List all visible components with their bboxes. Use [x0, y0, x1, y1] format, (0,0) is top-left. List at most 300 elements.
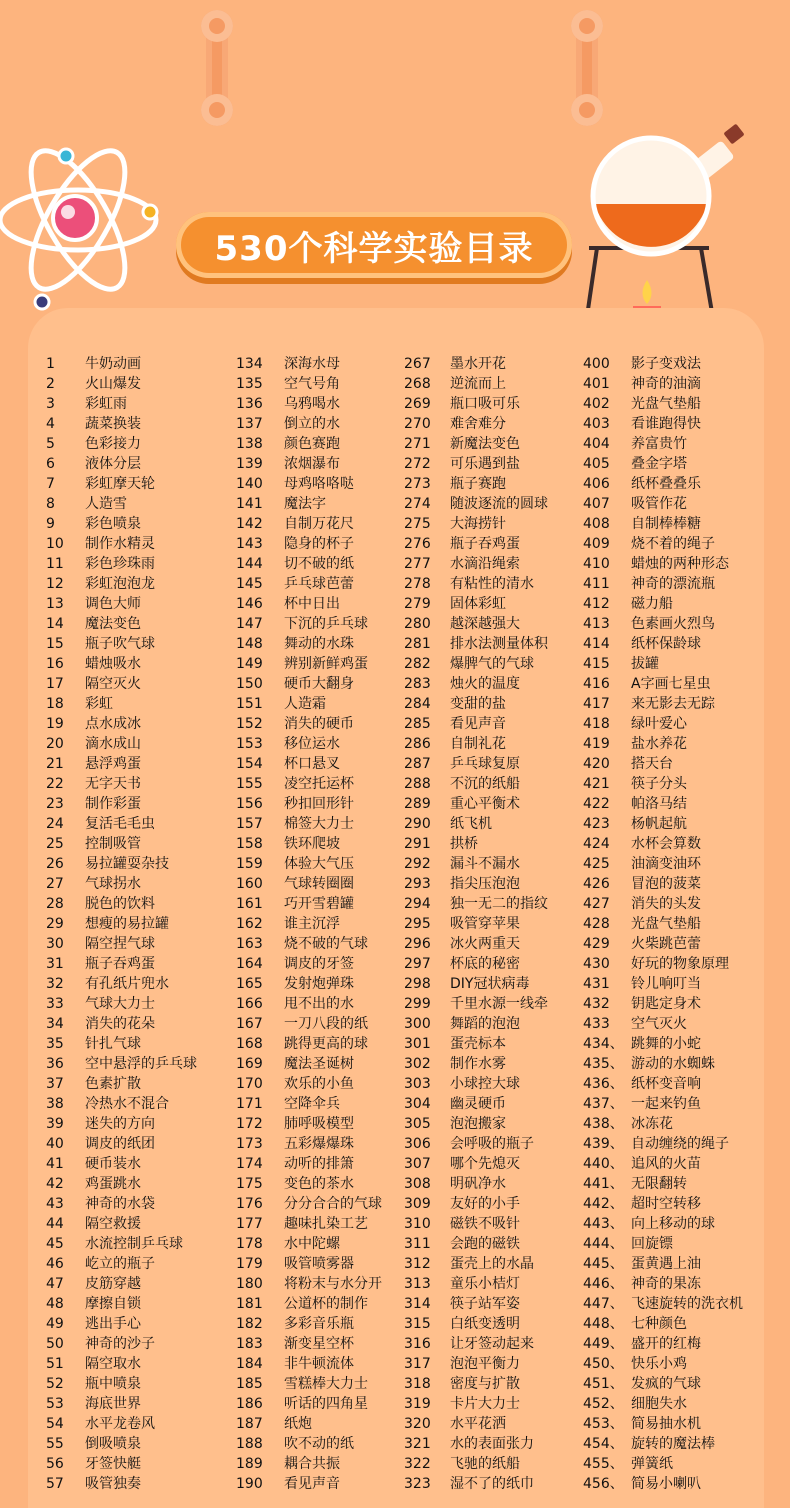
item-name: 冰冻花 [631, 1116, 673, 1132]
item-name: 固体彩虹 [450, 596, 506, 612]
item-number: 416 [583, 676, 610, 692]
item-name: 色素扩散 [85, 1076, 141, 1092]
item-name: 重心平衡术 [450, 796, 520, 812]
item-number: 308 [404, 1176, 431, 1192]
item-number: 420 [583, 756, 610, 772]
item-name: 舞动的水珠 [284, 636, 354, 652]
item-name: 魔法变色 [85, 616, 141, 632]
item-name: 隔空灭火 [85, 676, 141, 692]
item-name: 切不破的纸 [284, 556, 354, 572]
item-number: 187 [236, 1416, 263, 1432]
item-number: 136 [236, 396, 263, 412]
item-name: 体验大气压 [284, 856, 354, 872]
item-number: 435、 [583, 1056, 624, 1072]
item-name: 水中陀螺 [284, 1236, 340, 1252]
item-name: 火柴跳芭蕾 [631, 936, 701, 952]
binder-ring-icon-right [576, 14, 598, 122]
item-number: 27 [46, 876, 64, 892]
item-name: 跳舞的小蛇 [631, 1036, 701, 1052]
item-name: 越深越强大 [450, 616, 520, 632]
item-name: 新魔法变色 [450, 436, 520, 452]
item-number: 318 [404, 1376, 431, 1392]
item-number: 438、 [583, 1116, 624, 1132]
item-number: 38 [46, 1096, 64, 1112]
item-name: 吸管独奏 [85, 1476, 141, 1492]
item-number: 312 [404, 1256, 431, 1272]
item-number: 34 [46, 1016, 64, 1032]
item-name: 水平花洒 [450, 1416, 506, 1432]
item-name: 追风的火苗 [631, 1156, 701, 1172]
item-number: 414 [583, 636, 610, 652]
item-number: 403 [583, 416, 610, 432]
item-number: 271 [404, 436, 431, 452]
item-number: 410 [583, 556, 610, 572]
item-number: 445、 [583, 1256, 624, 1272]
item-name: 无限翻转 [631, 1176, 687, 1192]
item-number: 177 [236, 1216, 263, 1232]
item-name: 筷子站军姿 [450, 1296, 520, 1312]
experiment-list [0, 354, 790, 1494]
item-name: 甩不出的水 [284, 996, 354, 1012]
item-number: 189 [236, 1456, 263, 1472]
item-name: 人造霜 [284, 696, 326, 712]
item-name: 看见声音 [284, 1476, 340, 1492]
item-number: 170 [236, 1076, 263, 1092]
item-name: 消失的花朵 [85, 1016, 155, 1032]
item-name: 蜡烛吸水 [85, 656, 141, 672]
item-number: 448、 [583, 1316, 624, 1332]
item-name: 瓶子吹气球 [85, 636, 155, 652]
item-number: 17 [46, 676, 64, 692]
item-number: 413 [583, 616, 610, 632]
item-name: 五彩爆爆珠 [284, 1136, 354, 1152]
item-number: 178 [236, 1236, 263, 1252]
item-number: 153 [236, 736, 263, 752]
item-number: 137 [236, 416, 263, 432]
item-number: 291 [404, 836, 431, 852]
item-name: 气球转圈圈 [284, 876, 354, 892]
item-name: 一刀八段的纸 [284, 1016, 368, 1032]
item-number: 26 [46, 856, 64, 872]
item-number: 406 [583, 476, 610, 492]
item-number: 23 [46, 796, 64, 812]
item-number: 277 [404, 556, 431, 572]
item-number: 30 [46, 936, 64, 952]
item-number: 43 [46, 1196, 64, 1212]
item-number: 402 [583, 396, 610, 412]
item-name: 人造雪 [85, 496, 127, 512]
item-number: 288 [404, 776, 431, 792]
item-name: 消失的头发 [631, 896, 701, 912]
item-name: 纸飞机 [450, 816, 492, 832]
item-number: 306 [404, 1136, 431, 1152]
item-name: 易拉罐耍杂技 [85, 856, 169, 872]
item-number: 432 [583, 996, 610, 1012]
item-number: 276 [404, 536, 431, 552]
item-name: 秒扣回形针 [284, 796, 354, 812]
item-name: 独一无二的指纹 [450, 896, 548, 912]
item-name: 想瘦的易拉罐 [85, 916, 169, 932]
item-number: 37 [46, 1076, 64, 1092]
item-name: 铃儿响叮当 [631, 976, 701, 992]
item-number: 281 [404, 636, 431, 652]
item-name: 空气号角 [284, 376, 340, 392]
item-number: 28 [46, 896, 64, 912]
item-number: 154 [236, 756, 263, 772]
item-name: 湿不了的纸巾 [450, 1476, 534, 1492]
item-name: 光盘气垫船 [631, 396, 701, 412]
item-name: 蛋黄遇上油 [631, 1256, 701, 1272]
item-number: 156 [236, 796, 263, 812]
item-name: 神奇的沙子 [85, 1336, 155, 1352]
item-number: 25 [46, 836, 64, 852]
item-name: 调色大师 [85, 596, 141, 612]
item-number: 320 [404, 1416, 431, 1432]
item-number: 186 [236, 1396, 263, 1412]
item-name: 自动缠绕的绳子 [631, 1136, 729, 1152]
item-name: 杯口悬叉 [284, 756, 340, 772]
item-number: 142 [236, 516, 263, 532]
item-name: 会呼吸的瓶子 [450, 1136, 534, 1152]
item-number: 185 [236, 1376, 263, 1392]
item-number: 401 [583, 376, 610, 392]
item-name: 漏斗不漏水 [450, 856, 520, 872]
item-number: 450、 [583, 1356, 624, 1372]
item-name: 随波逐流的圆球 [450, 496, 548, 512]
item-number: 143 [236, 536, 263, 552]
item-number: 296 [404, 936, 431, 952]
item-name: 凌空托运杯 [284, 776, 354, 792]
item-name: 悬浮鸡蛋 [85, 756, 141, 772]
item-name: 帕洛马结 [631, 796, 687, 812]
item-number: 279 [404, 596, 431, 612]
item-name: 快乐小鸡 [631, 1356, 687, 1372]
item-number: 57 [46, 1476, 64, 1492]
item-name: 瓶子吞鸡蛋 [85, 956, 155, 972]
binder-ring-icon-left [206, 14, 228, 122]
page-title: 530个科学实验目录 [214, 228, 534, 269]
item-name: 谁主沉浮 [284, 916, 340, 932]
item-number: 5 [46, 436, 55, 452]
item-name: 逃出手心 [85, 1316, 141, 1332]
item-number: 298 [404, 976, 431, 992]
item-number: 180 [236, 1276, 263, 1292]
item-name: 乒乓球芭蕾 [284, 576, 354, 592]
item-name: 趣味扎染工艺 [284, 1216, 368, 1232]
item-name: 瓶子吞鸡蛋 [450, 536, 520, 552]
item-number: 430 [583, 956, 610, 972]
item-number: 50 [46, 1336, 64, 1352]
item-name: 针扎气球 [85, 1036, 141, 1052]
item-number: 404 [583, 436, 610, 452]
item-name: 游动的水蜘蛛 [631, 1056, 715, 1072]
item-name: 彩虹摩天轮 [85, 476, 155, 492]
item-name: 欢乐的小鱼 [284, 1076, 354, 1092]
item-number: 441、 [583, 1176, 624, 1192]
item-number: 140 [236, 476, 263, 492]
item-number: 190 [236, 1476, 263, 1492]
item-name: 小球控大球 [450, 1076, 520, 1092]
item-name: 瓶子赛跑 [450, 476, 506, 492]
item-name: 母鸡咯咯哒 [284, 476, 354, 492]
item-number: 269 [404, 396, 431, 412]
item-name: 海底世界 [85, 1396, 141, 1412]
item-number: 274 [404, 496, 431, 512]
item-name: 筷子分头 [631, 776, 687, 792]
item-name: 乒乓球复原 [450, 756, 520, 772]
item-number: 39 [46, 1116, 64, 1132]
item-number: 52 [46, 1376, 64, 1392]
item-number: 417 [583, 696, 610, 712]
item-number: 439、 [583, 1136, 624, 1152]
item-name: 隔空捏气球 [85, 936, 155, 952]
item-name: 迷失的方向 [85, 1116, 155, 1132]
item-number: 146 [236, 596, 263, 612]
item-name: 公道杯的制作 [284, 1296, 368, 1312]
item-name: 不沉的纸船 [450, 776, 520, 792]
item-name: 自制万花尺 [284, 516, 354, 532]
item-number: 449、 [583, 1336, 624, 1352]
item-number: 168 [236, 1036, 263, 1052]
item-number: 20 [46, 736, 64, 752]
item-name: 水滴沿绳索 [450, 556, 520, 572]
item-number: 436、 [583, 1076, 624, 1092]
item-name: 点水成冰 [85, 716, 141, 732]
item-name: 彩色喷泉 [85, 516, 141, 532]
item-name: 鸡蛋跳水 [85, 1176, 141, 1192]
item-number: 455、 [583, 1456, 624, 1472]
item-number: 292 [404, 856, 431, 872]
item-name: 排水法测量体积 [450, 636, 548, 652]
item-number: 150 [236, 676, 263, 692]
item-number: 55 [46, 1436, 64, 1452]
flask-icon [575, 120, 775, 335]
item-name: 魔法圣诞树 [284, 1056, 354, 1072]
item-name: 耦合共振 [284, 1456, 340, 1472]
item-name: 有粘性的清水 [450, 576, 534, 592]
item-name: 一起来钓鱼 [631, 1096, 701, 1112]
item-number: 1 [46, 356, 55, 372]
item-name: 简易小喇叭 [631, 1476, 701, 1492]
item-number: 49 [46, 1316, 64, 1332]
item-name: 隐身的杯子 [284, 536, 354, 552]
item-name: 瓶中喷泉 [85, 1376, 141, 1392]
item-number: 35 [46, 1036, 64, 1052]
item-number: 280 [404, 616, 431, 632]
item-name: 杯中日出 [284, 596, 340, 612]
item-name: 制作彩蛋 [85, 796, 141, 812]
item-number: 453、 [583, 1416, 624, 1432]
item-name: 杨帆起航 [631, 816, 687, 832]
item-number: 310 [404, 1216, 431, 1232]
item-name: 控制吸管 [85, 836, 141, 852]
item-name: 泡泡搬家 [450, 1116, 506, 1132]
item-number: 167 [236, 1016, 263, 1032]
item-name: 泡泡平衡力 [450, 1356, 520, 1372]
item-name: 发射炮弹珠 [284, 976, 354, 992]
item-number: 162 [236, 916, 263, 932]
item-number: 21 [46, 756, 64, 772]
item-name: 棉签大力士 [284, 816, 354, 832]
item-number: 175 [236, 1176, 263, 1192]
item-name: 吸管作花 [631, 496, 687, 512]
item-name: 指尖压泡泡 [450, 876, 520, 892]
item-number: 139 [236, 456, 263, 472]
item-name: 盛开的红梅 [631, 1336, 701, 1352]
item-number: 284 [404, 696, 431, 712]
item-name: 倒立的水 [284, 416, 340, 432]
item-name: 下沉的乒乓球 [284, 616, 368, 632]
item-number: 412 [583, 596, 610, 612]
item-number: 434、 [583, 1036, 624, 1052]
item-name: 牛奶动画 [85, 356, 141, 372]
item-number: 275 [404, 516, 431, 532]
item-name: 彩虹 [85, 696, 113, 712]
item-name: 神奇的漂流瓶 [631, 576, 715, 592]
item-number: 314 [404, 1296, 431, 1312]
item-name: 光盘气垫船 [631, 916, 701, 932]
item-number: 437、 [583, 1096, 624, 1112]
item-number: 285 [404, 716, 431, 732]
item-number: 46 [46, 1256, 64, 1272]
item-name: 哪个先熄灭 [450, 1156, 520, 1172]
item-number: 278 [404, 576, 431, 592]
item-number: 289 [404, 796, 431, 812]
item-name: 水杯会算数 [631, 836, 701, 852]
item-name: 隔空取水 [85, 1356, 141, 1372]
item-name: 烛火的温度 [450, 676, 520, 692]
item-number: 311 [404, 1236, 431, 1252]
item-number: 442、 [583, 1196, 624, 1212]
item-name: 蔬菜换装 [85, 416, 141, 432]
item-number: 145 [236, 576, 263, 592]
item-name: 神奇的油滴 [631, 376, 701, 392]
item-name: 自制礼花 [450, 736, 506, 752]
item-number: 447、 [583, 1296, 624, 1312]
item-name: 水流控制乒乓球 [85, 1236, 183, 1252]
item-name: 牙签快艇 [85, 1456, 141, 1472]
item-number: 411 [583, 576, 610, 592]
item-number: 293 [404, 876, 431, 892]
item-number: 295 [404, 916, 431, 932]
item-number: 9 [46, 516, 55, 532]
item-number: 13 [46, 596, 64, 612]
item-name: 超时空转移 [631, 1196, 701, 1212]
item-name: 无字天书 [85, 776, 141, 792]
item-number: 305 [404, 1116, 431, 1132]
item-number: 300 [404, 1016, 431, 1032]
item-number: 321 [404, 1436, 431, 1452]
item-number: 173 [236, 1136, 263, 1152]
item-number: 426 [583, 876, 610, 892]
item-name: 飞速旋转的洗衣机 [631, 1296, 743, 1312]
item-name: 千里水源一线牵 [450, 996, 548, 1012]
item-number: 452、 [583, 1396, 624, 1412]
item-name: 空降伞兵 [284, 1096, 340, 1112]
item-number: 431 [583, 976, 610, 992]
item-name: 蛋壳上的水晶 [450, 1256, 534, 1272]
item-name: 水平龙卷风 [85, 1416, 155, 1432]
item-name: 影子变戏法 [631, 356, 701, 372]
item-name: 多彩音乐瓶 [284, 1316, 354, 1332]
item-name: 非牛顿流体 [284, 1356, 354, 1372]
item-number: 400 [583, 356, 610, 372]
item-number: 440、 [583, 1156, 624, 1172]
item-number: 272 [404, 456, 431, 472]
item-name: 吸管穿苹果 [450, 916, 520, 932]
item-number: 188 [236, 1436, 263, 1452]
item-number: 135 [236, 376, 263, 392]
item-number: 6 [46, 456, 55, 472]
item-name: 白纸变透明 [450, 1316, 520, 1332]
item-number: 405 [583, 456, 610, 472]
item-name: 纸杯保龄球 [631, 636, 701, 652]
item-name: 好玩的物象原理 [631, 956, 729, 972]
item-name: 墨水开花 [450, 356, 506, 372]
item-number: 155 [236, 776, 263, 792]
item-name: 明矾净水 [450, 1176, 506, 1192]
item-name: 彩虹泡泡龙 [85, 576, 155, 592]
item-number: 422 [583, 796, 610, 812]
item-name: 磁铁不吸针 [450, 1216, 520, 1232]
item-number: 161 [236, 896, 263, 912]
item-number: 319 [404, 1396, 431, 1412]
item-name: 将粉末与水分开 [284, 1276, 382, 1292]
item-name: 跳得更高的球 [284, 1036, 368, 1052]
item-number: 164 [236, 956, 263, 972]
item-name: 冒泡的菠菜 [631, 876, 701, 892]
item-number: 423 [583, 816, 610, 832]
item-name: 卡片大力士 [450, 1396, 520, 1412]
item-number: 51 [46, 1356, 64, 1372]
item-name: DIY冠状病毒 [450, 976, 530, 992]
item-number: 12 [46, 576, 64, 592]
item-number: 425 [583, 856, 610, 872]
item-number: 179 [236, 1256, 263, 1272]
item-name: 颜色赛跑 [284, 436, 340, 452]
item-number: 171 [236, 1096, 263, 1112]
item-name: 友好的小手 [450, 1196, 520, 1212]
item-name: 纸炮 [284, 1416, 312, 1432]
item-name: 童乐小桔灯 [450, 1276, 520, 1292]
item-number: 299 [404, 996, 431, 1012]
item-number: 149 [236, 656, 263, 672]
item-name: 看见声音 [450, 716, 506, 732]
item-name: 拱桥 [450, 836, 478, 852]
item-name: 吹不动的纸 [284, 1436, 354, 1452]
item-name: 磁力船 [631, 596, 673, 612]
item-number: 45 [46, 1236, 64, 1252]
item-name: 气球拐水 [85, 876, 141, 892]
item-name: 空气灭火 [631, 1016, 687, 1032]
item-number: 22 [46, 776, 64, 792]
atom-icon [0, 120, 170, 320]
item-name: 让牙签动起来 [450, 1336, 534, 1352]
item-name: 神奇的果冻 [631, 1276, 701, 1292]
item-number: 24 [46, 816, 64, 832]
item-number: 184 [236, 1356, 263, 1372]
item-name: 回旋镖 [631, 1236, 673, 1252]
item-number: 409 [583, 536, 610, 552]
item-number: 323 [404, 1476, 431, 1492]
item-number: 433 [583, 1016, 610, 1032]
item-name: 烧不着的绳子 [631, 536, 715, 552]
item-name: 火山爆发 [85, 376, 141, 392]
item-number: 41 [46, 1156, 64, 1172]
item-number: 56 [46, 1456, 64, 1472]
item-number: 10 [46, 536, 64, 552]
item-name: 脱色的饮料 [85, 896, 155, 912]
